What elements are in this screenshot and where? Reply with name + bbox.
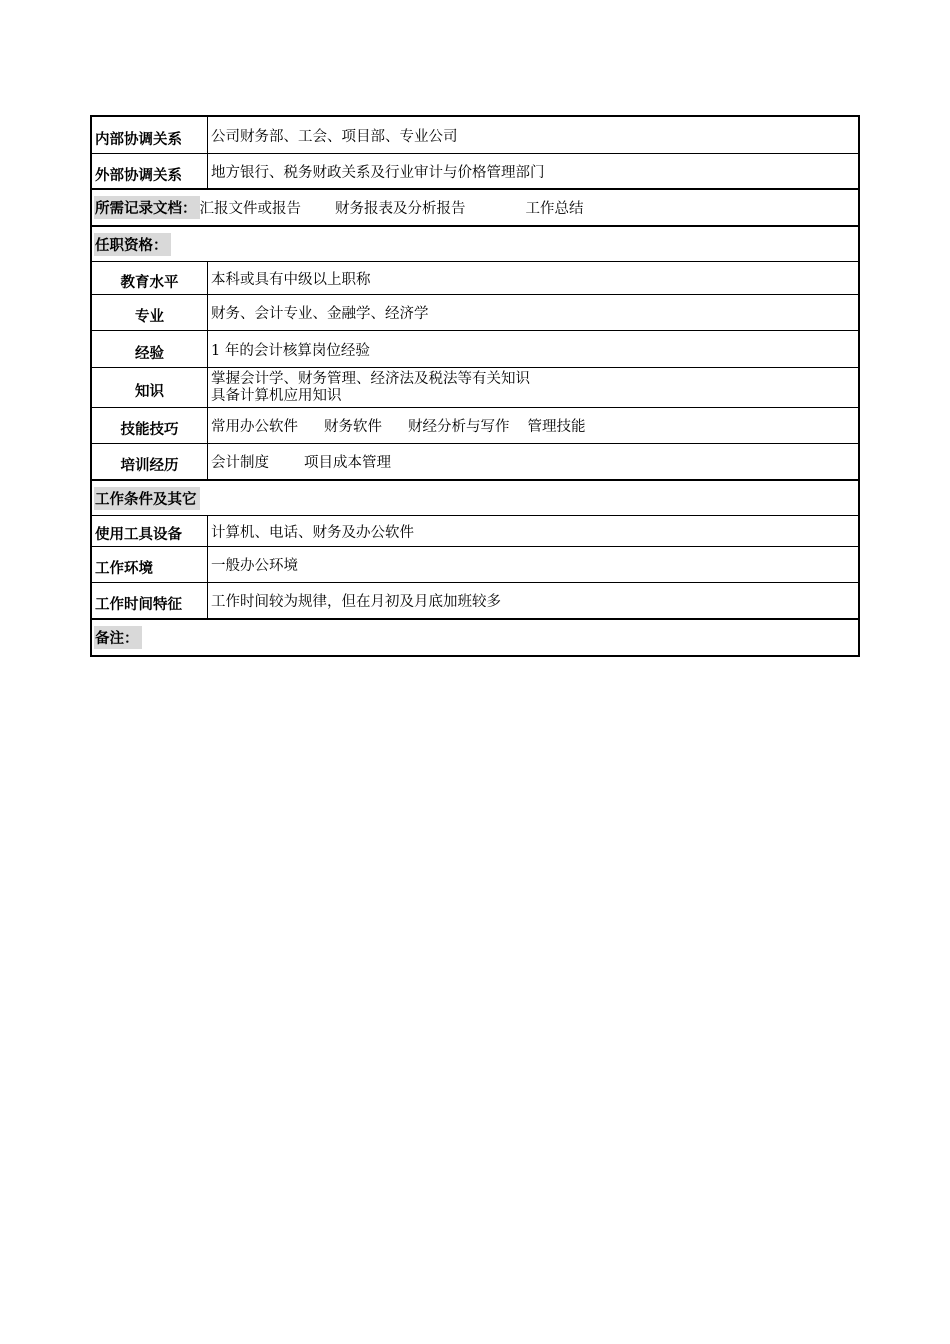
training-item: 会计制度 — [211, 455, 269, 471]
knowledge-label: 知识 — [92, 368, 208, 407]
knowledge-line: 掌握会计学、财务管理、经济法及税法等有关知识 — [211, 370, 530, 387]
work-time-value: 工作时间较为规律，但在月初及月底加班较多 — [211, 594, 501, 610]
notes-label: 备注： — [94, 626, 142, 649]
education-value: 本科或具有中级以上职称 — [211, 271, 371, 288]
internal-coordination-row — [92, 117, 858, 154]
training-item: 项目成本管理 — [304, 455, 391, 471]
tools-row — [92, 516, 858, 547]
environment-value: 一般办公环境 — [211, 558, 298, 574]
environment-label: 工作环境 — [92, 547, 208, 582]
knowledge-value — [208, 368, 858, 407]
external-coordination-value: 地方银行、税务财政关系及行业审计与价格管理部门 — [211, 164, 545, 181]
notes-row — [92, 620, 858, 655]
major-label: 专业 — [92, 295, 208, 330]
skills-item: 常用办公软件 — [211, 419, 298, 435]
knowledge-row — [92, 368, 858, 408]
education-label: 教育水平 — [92, 262, 208, 294]
work-time-label: 工作时间特征 — [92, 583, 208, 618]
skills-row — [92, 408, 858, 444]
records-item: 财务报表及分析报告 — [335, 201, 466, 217]
education-row — [92, 262, 858, 295]
conditions-section-header — [92, 481, 858, 516]
major-value: 财务、会计专业、金融学、经济学 — [211, 306, 429, 322]
training-row — [92, 444, 858, 481]
skills-value — [208, 408, 858, 443]
major-row — [92, 295, 858, 331]
training-value — [208, 444, 858, 479]
skills-label: 技能技巧 — [92, 408, 208, 443]
tools-value: 计算机、电话、财务及办公软件 — [211, 524, 414, 541]
training-label: 培训经历 — [92, 444, 208, 479]
records-row — [92, 190, 858, 227]
skills-item: 管理技能 — [527, 419, 586, 435]
conditions-title: 工作条件及其它 — [94, 487, 200, 510]
experience-label: 经验 — [92, 331, 208, 367]
job-description-table — [90, 115, 860, 657]
qualifications-title: 任职资格： — [94, 233, 171, 256]
external-coordination-row — [92, 154, 858, 190]
records-item: 工作总结 — [525, 201, 584, 217]
records-label: 所需记录文档： — [94, 196, 200, 219]
environment-row — [92, 547, 858, 583]
qualifications-section-header — [92, 227, 858, 262]
records-item: 汇报文件或报告 — [199, 201, 301, 217]
tools-label: 使用工具设备 — [92, 516, 208, 546]
experience-row — [92, 331, 858, 368]
internal-coordination-value: 公司财务部、工会、项目部、专业公司 — [211, 128, 458, 145]
external-coordination-label: 外部协调关系 — [92, 154, 208, 188]
internal-coordination-label: 内部协调关系 — [92, 117, 208, 153]
work-time-row — [92, 583, 858, 620]
skills-item: 财经分析与写作 — [408, 419, 510, 435]
skills-item: 财务软件 — [324, 419, 382, 435]
knowledge-line: 具备计算机应用知识 — [211, 387, 342, 404]
experience-value: 1 年的会计核算岗位经验 — [211, 342, 370, 359]
